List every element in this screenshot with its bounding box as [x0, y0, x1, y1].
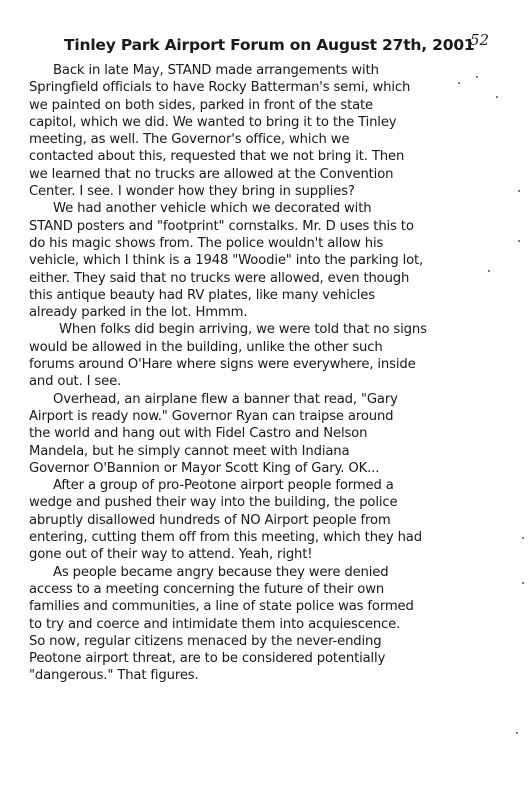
text-line: access to a meeting concerning the future of their own [29, 581, 385, 597]
article-body [29, 62, 524, 685]
text-line: vehicle, which I think is a 1948 "Woodie" into the parking lot, [29, 253, 424, 269]
scan-speck [522, 537, 524, 539]
text-line: entering, cutting them off from this meeting, which they had [29, 530, 422, 546]
text-line: Peotone airport threat, are to be considered potentially [29, 651, 386, 667]
text-line: As people became angry because they were denied [53, 564, 389, 580]
scan-speck [518, 240, 520, 242]
text-line: and out. I see. [29, 374, 122, 390]
text-line: we learned that no trucks are allowed at the Convention [29, 166, 394, 182]
text-line: So now, regular citizens menaced by the never-ending [29, 633, 382, 649]
text-line: we painted on both sides, parked in front of the state [29, 97, 374, 113]
text-line: wedge and pushed their way into the building, the police [29, 495, 398, 511]
text-line: families and communities, a line of state police was formed [29, 599, 414, 615]
text-line: would be allowed in the building, unlike the other such [29, 339, 383, 355]
text-line: abruptly disallowed hundreds of NO Airport people from [29, 512, 391, 528]
document-title: Tinley Park Airport Forum on August 27th, 2001 [64, 36, 475, 54]
scan-speck [458, 82, 460, 84]
text-line: Airport is ready now." Governor Ryan can traipse around [29, 408, 394, 424]
scan-speck [496, 96, 498, 98]
text-line: "dangerous." That figures. [29, 668, 199, 684]
text-line: this antique beauty had RV plates, like many vehicles [29, 287, 375, 303]
text-line: After a group of pro-Peotone airport people formed a [53, 478, 394, 494]
text-line: Back in late May, STAND made arrangements with [53, 63, 379, 78]
text-line: When folks did begin arriving, we were told that no signs [59, 322, 427, 338]
scan-speck [488, 270, 490, 272]
scan-speck [516, 732, 518, 734]
text-line: contacted about this, requested that we not bring it. Then [29, 149, 405, 165]
text-line: already parked in the lot. Hmmm. [29, 305, 248, 321]
text-line: STAND posters and "footprint" cornstalks. Mr. D uses this to [29, 218, 414, 234]
text-line: Center. I see. I wonder how they bring in supplies? [29, 184, 355, 200]
text-line: the world and hang out with Fidel Castro and Nelson [29, 426, 368, 442]
text-line: capitol, which we did. We wanted to bring it to the Tinley [29, 114, 397, 130]
scan-speck [518, 190, 520, 192]
text-line: forums around O'Hare where signs were everywhere, inside [29, 357, 416, 373]
text-line: gone out of their way to attend. Yeah, right! [29, 547, 313, 563]
text-line: to try and coerce and intimidate them into acquiescence. [29, 616, 401, 632]
text-line: Mandela, but he simply cannot meet with Indiana [29, 443, 350, 459]
text-line: meeting, as well. The Governor's office, which we [29, 132, 350, 148]
text-line: We had another vehicle which we decorated with [53, 201, 372, 217]
text-line: Springfield officials to have Rocky Batterman's semi, which [29, 80, 411, 96]
page-number: 52 [470, 31, 490, 49]
text-line: Overhead, an airplane flew a banner that read, "Gary [53, 391, 398, 407]
text-line: either. They said that no trucks were allowed, even though [29, 270, 410, 286]
text-line: do his magic shows from. The police wouldn't allow his [29, 235, 384, 251]
scan-speck [522, 582, 524, 584]
scan-speck [476, 76, 478, 78]
text-line: Governor O'Bannion or Mayor Scott King of Gary. OK... [29, 460, 380, 476]
